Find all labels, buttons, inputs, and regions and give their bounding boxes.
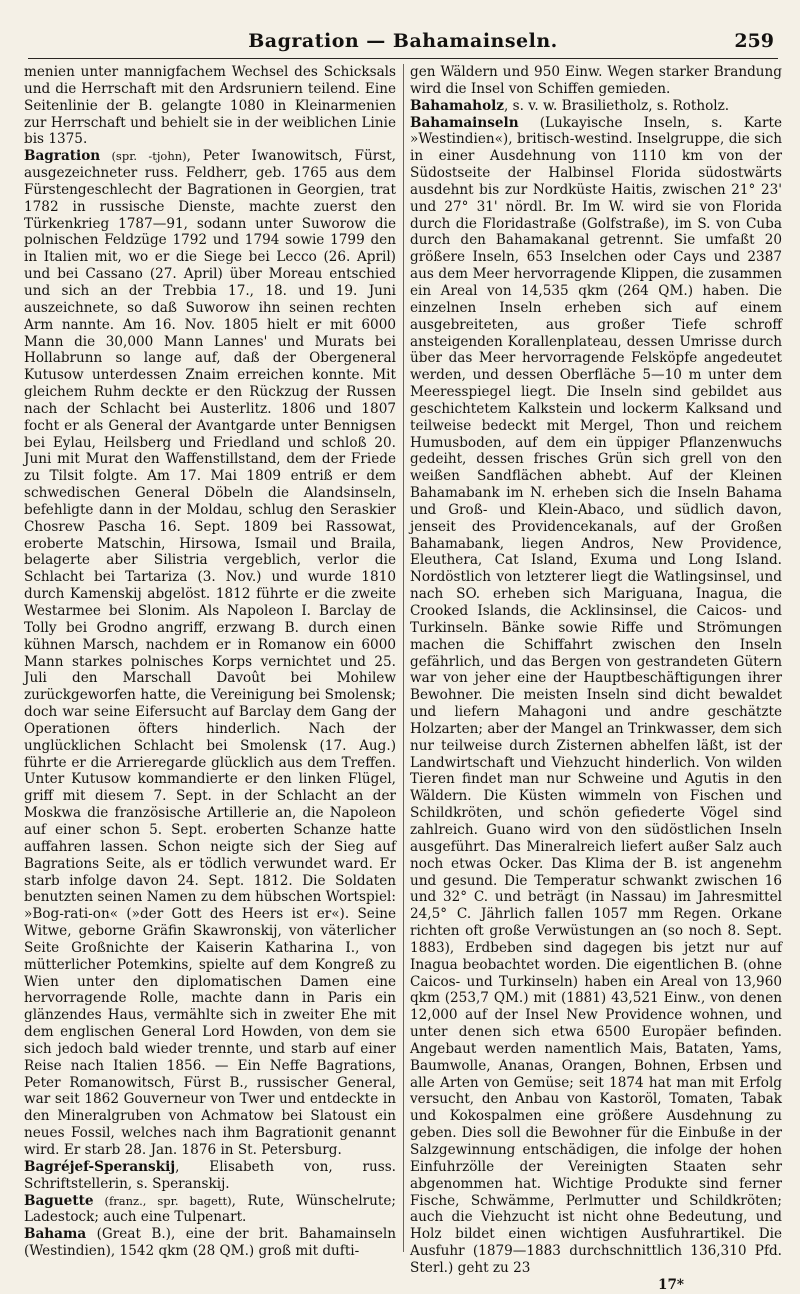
- page-title: Bagration — Bahamainseln.: [248, 30, 558, 52]
- column-divider: [403, 64, 404, 1252]
- left-column: [24, 64, 397, 1260]
- entry-bagrejef-speranskij: [24, 1159, 396, 1193]
- entry-continuation-armenien: menien unter mannigfachem Wechsel des Schicksals und die Herrschaft mit den Ardsruniern teilend. Eine Seitenlinie der B. gelangte 1080 in Kleinarmenien zur Herrschaft und behielt sie in der weiblichen Linie bis 1375.: [24, 64, 396, 148]
- page-number: 259: [734, 30, 774, 52]
- entry-headword: Bagréjef-Speranskij: [24, 1158, 176, 1175]
- entry-bahamaholz: [410, 98, 782, 115]
- signature-mark: 17*: [658, 1276, 685, 1293]
- page-header: [28, 26, 778, 59]
- entry-text: (Great B.), eine der brit. Bahamainseln (Westindien), 1542 qkm (28 QM.) groß mit dufti-: [24, 1226, 396, 1260]
- entry-baguette: [24, 1193, 396, 1227]
- entry-headword: Bagration: [24, 148, 101, 165]
- entry-headword: Bahamaholz: [410, 97, 505, 114]
- entry-headword: Baguette: [24, 1192, 94, 1209]
- entry-text: , Elisabeth von, russ. Schriftstellerin, s. Speranskij.: [24, 1158, 396, 1192]
- entry-text: , s. v. w. Brasilietholz, s. Rotholz.: [504, 97, 730, 114]
- entry-continuation-bahama: gen Wäldern und 950 Einw. Wegen starker Brandung wird die Insel von Schiffen gemieden.: [410, 64, 782, 97]
- entry-text: (Lukayische Inseln, s. Karte »Westindien«), britisch-westind. Inselgruppe, die sich in einer Ausdehnung von 1110 km von der Südostseite der Halbinsel Florida südostwärts ausdehnt bis zur Nordküste Haitis, zwischen 21° 23' und 27° 31' nördl. Br. Im W. wird sie von Florida durch die Floridastraße (Golfstraße), im S. von Cuba durch den Bahamakanal getrennt. Sie umfaßt 20 größere Inseln, 653 Inselchen oder Cays und 2387 aus dem Meer hervorragende Klippen, die zusammen ein Areal von 14,535 qkm (264 QM.) haben. Die einzelnen Inseln erheben sich auf einem ausgebreiteten, aus großer Tiefe schroff ansteigenden Korallenplateau, dessen Umrisse durch über das Meer hervorragende Felsköpfe angedeutet werden, und dessen Oberfläche 5—10 m unter dem Meeresspiegel liegt. Die Inseln sind gebildet aus geschichtetem Kalkstein und lockerm Kalksand und teilweise bedeckt mit Mergel, Thon und reichem Humusboden, auf dem ein üppiger Pflanzenwuchs gedeiht, dessen frisches Grün sich grell von den weißen Sandflächen abhebt. Auf der Kleinen Bahamabank im N. erheben sich die Inseln Bahama und Groß- und Klein-Abaco, und südlich davon, jenseit des Providencekanals, auf der Großen Bahamabank, liegen Andros, New Providence, Eleuthera, Cat Island, Exuma und Long Island. Nordöstlich von letzterer liegt die Watlingsinsel, und nach SO. erheben sich Mariguana, Inagua, die Crooked Islands, die Acklinsinsel, die Caicos- und Turkinseln. Bänke sowie Riffe und Strömungen machen die Schiffahrt zwischen den Inseln gefährlich, und das Bergen von gestrandeten Gütern war von jeher eine der Hauptbeschäftigungen ihrer Bewohner. Die meisten Inseln sind dicht bewaldet und liefern Mahagoni und andre geschätzte Holzarten; aber der Mangel an Trinkwasser, dem sich nur teilweise durch Zisternen abhelfen läßt, ist der Landwirtschaft und Viehzucht hinderlich. Von wilden Tieren findet man nur Schweine und Agutis in den Wäldern. Die Küsten wimmeln von Fischen und Schildkröten, und schön gefiederte Vögel sind zahlreich. Guano wird von den südöstlichen Inseln ausgeführt. Das Mineralreich liefert außer Salz auch noch etwas Ocker. Das Klima der B. ist angenehm und gesund. Die Temperatur schwankt zwischen 16 und 32° C. und beträgt (in Nassau) im Jahresmittel 24,5° C. Jährlich fallen 1057 mm Regen. Orkane richten oft große Verwüstungen an (so noch 8. Sept. 1883), Erdbeben sind dagegen bis jetzt nur auf Inagua beobachtet worden. Die eigentlichen B. (ohne Caicos- und Turkinseln) haben ein Areal von 13,960 qkm (253,7 QM.) mit (1881) 43,521 Einw., von denen 12,000 auf der Insel New Providence wohnen, und unter denen sich etwa 6500 Europäer befinden. Angebaut werden namentlich Mais, Bataten, Yams, Baumwolle, Ananas, Orangen, Bohnen, Erbsen und alle Arten von Gemüse; seit 1874 hat man mit Erfolg versucht, den Anbau von Kastoröl, Tomaten, Tabak und Kokospalmen eine größere Ausdehnung zu geben. Dies soll die Bewohner für die Einbuße in der Salzgewinnung entschädigen, die infolge der hohen Einfuhrzölle der Vereinigten Staaten sehr abgenommen hat. Wichtige Produkte sind ferner Fische, Schwämme, Perlmutter und Schildkröten; auch die Viehzucht ist nicht ohne Bedeutung, und Holz bildet einen wichtigen Ausfuhrartikel. Die Ausfuhr (1879—1883 durchschnittlich 136,310 Pfd. Sterl.) geht zu 23: [410, 114, 782, 1276]
- entry-bagration: [24, 148, 396, 1159]
- entry-bahama: [24, 1226, 396, 1260]
- pronunciation: (franz., spr. bagett): [93, 1193, 232, 1208]
- text-columns: [24, 64, 782, 1293]
- entry-headword: Bahama: [24, 1226, 87, 1243]
- entry-headword: Bahamainseln: [410, 114, 519, 131]
- entry-text: , Rute, Wünschelrute; Ladestock; auch eine Tulpenart.: [24, 1192, 397, 1226]
- right-column: [410, 64, 782, 1293]
- entry-text: , Peter Iwanowitsch, Fürst, ausgezeichneter russ. Feldherr, geb. 1765 aus dem Fürstengeschlecht der Bagrationen in Georgien, trat 1782 in russische Dienste, machte zuerst den Türkenkrieg 1787—91, sodann unter Suworow die polnischen Feldzüge 1792 und 1794 sowie 1799 den in Italien mit, wo er die Siege bei Lecco (26. April) und bei Cassano (27. April) über Moreau entschied und sich an der Trebbia 17., 18. und 19. Juni auszeichnete, so daß Suworow ihn seinen rechten Arm nannte. Am 16. Nov. 1805 hielt er mit 6000 Mann die 30,000 Mann Lannes' und Murats bei Hollabrunn so lange auf, daß der Obergeneral Kutusow unterdessen Znaim erreichen konnte. Mit gleichem Ruhm deckte er den Rückzug der Russen nach der Schlacht bei Austerlitz. 1806 und 1807 focht er als General der Avantgarde unter Bennigsen bei Eylau, Heilsberg und Friedland und schloß 20. Juni mit Murat den Waffenstillstand, dem der Friede zu Tilsit folgte. Am 17. Mai 1809 entriß er dem schwedischen General Döbeln die Alandsinseln, befehligte dann in der Moldau, schlug den Seraskier Chosrew Pascha 16. Sept. 1809 bei Rassowat, eroberte Matschin, Hirsowa, Ismail und Braila, belagerte aber Silistria vergeblich, verlor die Schlacht bei Tartariza (3. Nov.) und wurde 1810 durch Kamenskij abgelöst. 1812 führte er die zweite Westarmee bei Slonim. Als Napoleon I. Barclay de Tolly bei Grodno angriff, erzwang B. durch einen kühnen Marsch, nachdem er in Romanow ein 6000 Mann starkes polnisches Korps vernichtet und 25. Juli den Marschall Davoût bei Mohilew zurückgeworfen hatte, die Vereinigung bei Smolensk; doch war seine Eifersucht auf Barclay dem Gang der Operationen öfters hinderlich. Nach der unglücklichen Schlacht bei Smolensk (17. Aug.) führte er die Arrieregarde glücklich aus dem Treffen. Unter Kutusow kommandierte er den linken Flügel, griff mit diesem 7. Sept. in der Schlacht an der Moskwa die französische Artillerie an, die Napoleon auf einer schon 5. Sept. eroberten Schanze hatte auffahren lassen. Schon neigte sich der Sieg auf Bagrations Seite, als er tödlich verwundet ward. Er starb infolge davon 24. Sept. 1812. Die Soldaten benutzten seinen Namen zu dem hübschen Wortspiel: »Bog-rati-on« (»der Gott des Heers ist er«). Seine Witwe, geborne Gräfin Skawronskij, von väterlicher Seite Großnichte der Kaiserin Katharina I., von mütterlicher Potemkins, spielte auf dem Kongreß zu Wien unter den diplomatischen Damen eine hervorragende Rolle, machte dann in Paris ein glänzendes Haus, vermählte sich in zweiter Ehe mit dem englischen General Lord Howden, von dem sie sich jedoch bald wieder trennte, und starb auf einer Reise nach Italien 1856. — Ein Neffe Bagrations, Peter Romanowitsch, Fürst B., russischer General, war seit 1862 Gouverneur von Twer und entdeckte in den Mineralgruben von Achmatow bei Slatoust ein neues Fossil, welches nach ihm Bagrationit genannt wird. Er starb 28. Jan. 1876 in St. Petersburg.: [24, 148, 396, 1158]
- entry-bahamainseln: [410, 115, 782, 1277]
- pronunciation: (spr. -tjohn): [100, 149, 187, 164]
